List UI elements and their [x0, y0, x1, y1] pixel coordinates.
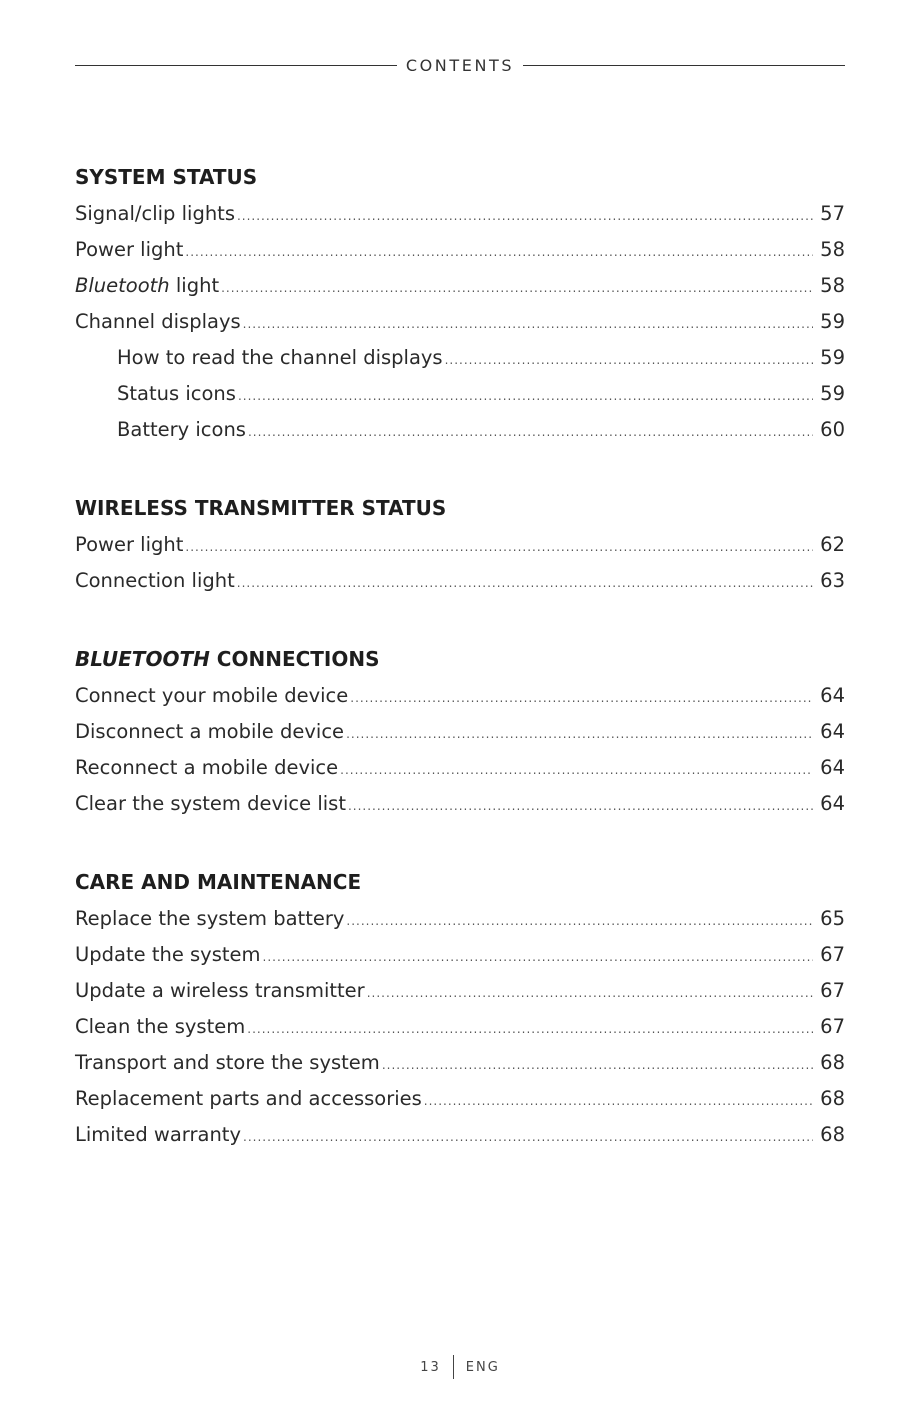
- toc-entry-page: 60: [820, 418, 845, 441]
- toc-entry-page: 58: [820, 274, 845, 297]
- toc-entry-disconnect-mobile-device[interactable]: [75, 714, 845, 750]
- toc-entry-label: Connect your mobile device: [75, 684, 349, 707]
- toc-entry-page: 65: [820, 907, 845, 930]
- toc-entry-page: 59: [820, 310, 845, 333]
- dot-leader: [346, 903, 813, 939]
- header-rule-left: [75, 65, 397, 66]
- toc-entry-signal-clip-lights[interactable]: [75, 196, 845, 232]
- dot-leader: [237, 198, 813, 234]
- toc-entry-label: Connection light: [75, 569, 235, 592]
- toc-entry-page: 64: [820, 792, 845, 815]
- toc-entry-page: 68: [820, 1087, 845, 1110]
- toc-entry-page: 67: [820, 943, 845, 966]
- toc-entry-label: Power light: [75, 533, 184, 556]
- section-bluetooth-connections: [75, 642, 845, 822]
- dot-leader: [348, 788, 813, 824]
- dot-leader: [238, 378, 813, 414]
- toc-entry-page: 68: [820, 1051, 845, 1074]
- toc-entry-label: Update a wireless transmitter: [75, 979, 365, 1002]
- section-title: SYSTEM STATUS: [75, 165, 258, 189]
- toc-entry-label: Power light: [75, 238, 184, 261]
- toc-entry-connect-mobile-device[interactable]: [75, 678, 845, 714]
- dot-leader: [350, 680, 813, 716]
- toc-entry-page: 67: [820, 1015, 845, 1038]
- section-system-status: [75, 160, 845, 448]
- dot-leader: [243, 1119, 813, 1155]
- toc-entry-page: 63: [820, 569, 845, 592]
- section-title: CARE AND MAINTENANCE: [75, 870, 362, 894]
- toc-entry-label: Clean the system: [75, 1015, 246, 1038]
- language-code: ENG: [465, 1359, 500, 1375]
- dot-leader: [243, 306, 813, 342]
- toc-entry-label: Disconnect a mobile device: [75, 720, 345, 743]
- toc-entry-label: Battery icons: [117, 418, 246, 441]
- toc-entry-label: How to read the channel displays: [117, 346, 443, 369]
- toc-entry-page: 64: [820, 756, 845, 779]
- toc-entry-label: Clear the system device list: [75, 792, 346, 815]
- dot-leader: [247, 1011, 813, 1047]
- page-footer: [0, 1354, 920, 1380]
- page-number: 13: [420, 1359, 441, 1375]
- footer-divider: [453, 1355, 454, 1379]
- toc-entry-update-wireless-transmitter[interactable]: [75, 973, 845, 1009]
- toc-entry-replace-battery[interactable]: [75, 901, 845, 937]
- toc-entry-label: Replacement parts and accessories: [75, 1087, 422, 1110]
- dot-leader: [263, 939, 813, 975]
- toc-entry-limited-warranty[interactable]: [75, 1117, 845, 1153]
- toc-entry-clean-system[interactable]: [75, 1009, 845, 1045]
- dot-leader: [382, 1047, 813, 1083]
- section-title: WIRELESS TRANSMITTER STATUS: [75, 496, 447, 520]
- contents-header: [75, 53, 845, 77]
- toc-entry-label-rest: light: [169, 274, 220, 297]
- toc-entry-label: Transport and store the system: [75, 1051, 380, 1074]
- toc-entry-clear-device-list[interactable]: [75, 786, 845, 822]
- toc-entry-page: 57: [820, 202, 845, 225]
- toc-entry-label-emphasis: Bluetooth: [75, 274, 170, 297]
- section-care-and-maintenance: [75, 865, 845, 1153]
- section-wireless-transmitter-status: [75, 491, 845, 599]
- section-title: [75, 642, 845, 676]
- dot-leader: [248, 414, 813, 450]
- section-title-emphasis: BLUETOOTH: [75, 647, 210, 671]
- dot-leader: [445, 342, 813, 378]
- toc-entry-page: 64: [820, 720, 845, 743]
- section-title-rest: CONNECTIONS: [209, 647, 380, 671]
- contents-title: CONTENTS: [405, 55, 515, 75]
- toc-entry-page: 58: [820, 238, 845, 261]
- toc-entry-page: 67: [820, 979, 845, 1002]
- toc-entry-label: Limited warranty: [75, 1123, 241, 1146]
- dot-leader: [237, 565, 813, 601]
- toc-entry-transport-store[interactable]: [75, 1045, 845, 1081]
- dot-leader: [221, 270, 813, 306]
- toc-entry-bluetooth-light[interactable]: [75, 268, 845, 304]
- toc-entry-label: Signal/clip lights: [75, 202, 235, 225]
- header-rule-right: [523, 65, 845, 66]
- dot-leader: [185, 234, 813, 270]
- toc-entry-power-light[interactable]: [75, 232, 845, 268]
- toc-entry-label: Update the system: [75, 943, 261, 966]
- toc-entry-replacement-parts[interactable]: [75, 1081, 845, 1117]
- toc-entry-page: 64: [820, 684, 845, 707]
- toc-entry-label: Status icons: [117, 382, 236, 405]
- toc-entry-reconnect-mobile-device[interactable]: [75, 750, 845, 786]
- toc-entry-status-icons[interactable]: [75, 376, 845, 412]
- toc-entry-battery-icons[interactable]: [75, 412, 845, 448]
- toc-entry-channel-displays[interactable]: [75, 304, 845, 340]
- toc-entry-page: 68: [820, 1123, 845, 1146]
- toc-entry-connection-light[interactable]: [75, 563, 845, 599]
- table-of-contents: [75, 160, 845, 1196]
- toc-entry-update-system[interactable]: [75, 937, 845, 973]
- toc-entry-label: Replace the system battery: [75, 907, 345, 930]
- dot-leader: [185, 529, 813, 565]
- toc-entry-transmitter-power-light[interactable]: [75, 527, 845, 563]
- toc-entry-page: 59: [820, 346, 845, 369]
- toc-entry-page: 62: [820, 533, 845, 556]
- toc-entry-label: Channel displays: [75, 310, 241, 333]
- dot-leader: [346, 716, 813, 752]
- toc-entry-how-to-read-channel-displays[interactable]: [75, 340, 845, 376]
- dot-leader: [367, 975, 813, 1011]
- toc-entry-label: Reconnect a mobile device: [75, 756, 339, 779]
- dot-leader: [424, 1083, 813, 1119]
- dot-leader: [340, 752, 813, 788]
- toc-entry-page: 59: [820, 382, 845, 405]
- toc-entry-label: [75, 268, 219, 304]
